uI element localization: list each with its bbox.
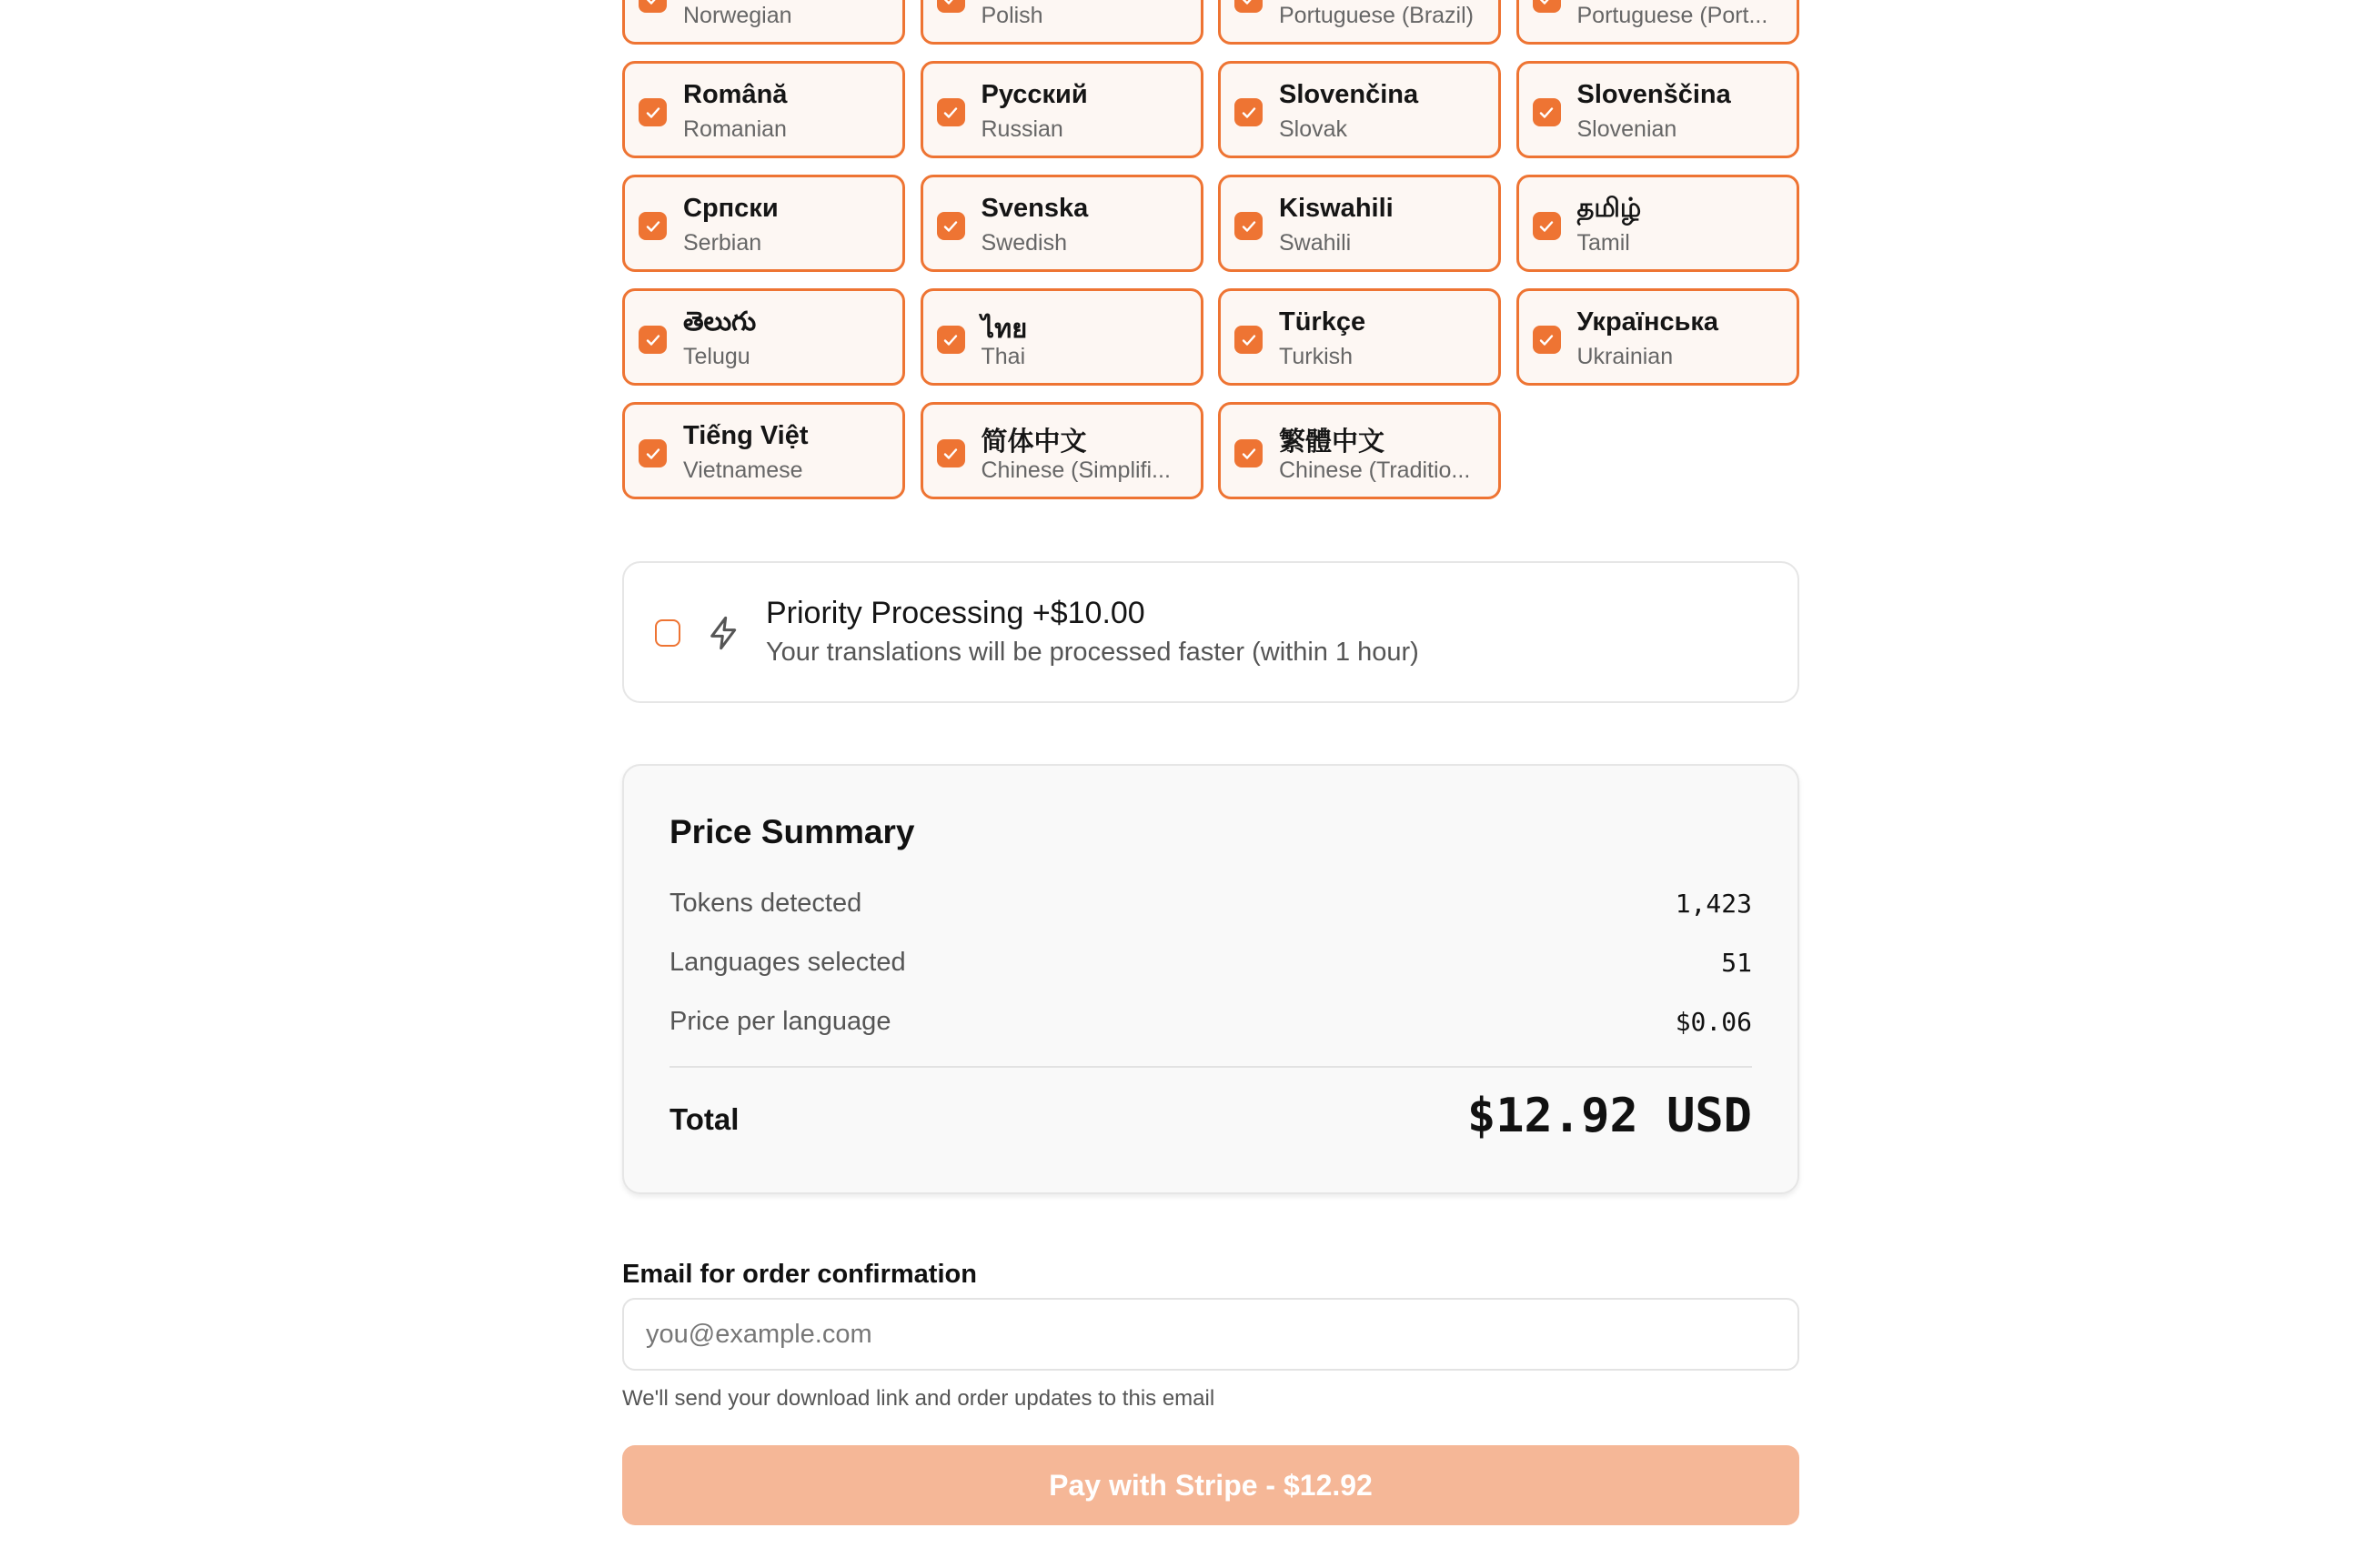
priority-title: Priority Processing +$10.00 <box>766 596 1145 630</box>
language-native-name: Slovenčina <box>1279 80 1419 109</box>
lightning-bolt-icon <box>706 614 742 652</box>
checkbox-checked-icon[interactable] <box>639 212 667 240</box>
row-label: Price per language <box>670 1007 891 1036</box>
language-english-name: Romanian <box>683 116 787 142</box>
summary-row-price-per-language <box>670 1007 1752 1043</box>
row-label: Tokens detected <box>670 889 862 918</box>
language-native-name: Kiswahili <box>1279 194 1394 223</box>
checkbox-checked-icon[interactable] <box>1234 212 1263 240</box>
checkbox-checked-icon[interactable] <box>1234 439 1263 467</box>
email-input[interactable] <box>622 1298 1799 1371</box>
language-english-name: Thai <box>981 344 1026 369</box>
language-option[interactable] <box>1218 61 1501 158</box>
email-label: Email for order confirmation <box>622 1260 977 1289</box>
checkbox-checked-icon[interactable] <box>1533 98 1561 126</box>
email-help-text: We'll send your download link and order updates to this email <box>622 1386 1215 1411</box>
language-native-name: Српски <box>683 194 779 223</box>
row-value: $0.06 <box>1675 1007 1752 1037</box>
language-english-name: Ukrainian <box>1576 344 1674 369</box>
checkbox-checked-icon[interactable] <box>937 326 965 354</box>
summary-row-tokens <box>670 889 1752 925</box>
language-option[interactable] <box>1516 175 1799 272</box>
language-native-name: తెలుగు <box>683 307 757 337</box>
language-option[interactable] <box>622 61 905 158</box>
language-native-name: ไทย <box>981 315 1028 344</box>
language-native-name: Slovenščina <box>1576 80 1731 109</box>
checkbox-checked-icon[interactable] <box>937 439 965 467</box>
total-value: $12.92 USD <box>1466 1089 1752 1143</box>
language-option[interactable] <box>1218 288 1501 386</box>
priority-checkbox[interactable] <box>655 619 680 647</box>
language-option[interactable] <box>622 0 905 45</box>
language-option[interactable] <box>1218 0 1501 45</box>
price-summary <box>622 764 1799 1194</box>
checkbox-checked-icon[interactable] <box>1234 98 1263 126</box>
language-native-name: Українська <box>1576 307 1719 337</box>
language-english-name: Russian <box>981 116 1063 142</box>
language-native-name: Română <box>683 80 788 109</box>
language-native-name: Русский <box>981 80 1088 109</box>
priority-processing-option[interactable] <box>622 561 1799 703</box>
pay-with-stripe-button[interactable]: Pay with Stripe - $12.92 <box>622 1445 1799 1525</box>
language-english-name: Swedish <box>981 230 1067 256</box>
language-english-name: Chinese (Traditio... <box>1279 457 1471 483</box>
language-option[interactable] <box>1218 402 1501 499</box>
total-label: Total <box>670 1102 740 1136</box>
language-native-name: தமிழ் <box>1576 194 1642 223</box>
language-english-name: Vietnamese <box>683 457 803 483</box>
language-english-name: Polish <box>981 3 1043 28</box>
language-english-name: Swahili <box>1279 230 1352 256</box>
language-native-name: Tiếng Việt <box>683 421 809 450</box>
language-english-name: Telugu <box>683 344 750 369</box>
price-summary-title: Price Summary <box>670 813 915 850</box>
checkbox-checked-icon[interactable] <box>1533 0 1561 13</box>
checkbox-checked-icon[interactable] <box>937 212 965 240</box>
checkbox-checked-icon[interactable] <box>1533 212 1561 240</box>
language-english-name: Serbian <box>683 230 762 256</box>
language-option[interactable] <box>921 175 1203 272</box>
language-english-name: Portuguese (Brazil) <box>1279 3 1474 28</box>
checkbox-checked-icon[interactable] <box>937 98 965 126</box>
language-option[interactable] <box>921 288 1203 386</box>
language-option[interactable] <box>921 0 1203 45</box>
language-grid <box>622 0 1799 499</box>
row-value: 51 <box>1721 948 1752 978</box>
language-option[interactable] <box>622 288 905 386</box>
language-option[interactable] <box>1516 0 1799 45</box>
divider <box>670 1066 1752 1068</box>
language-english-name: Norwegian <box>683 3 792 28</box>
language-english-name: Slovenian <box>1576 116 1677 142</box>
priority-description: Your translations will be processed faster (within 1 hour) <box>766 638 1419 667</box>
language-option[interactable] <box>921 402 1203 499</box>
checkbox-checked-icon[interactable] <box>937 0 965 13</box>
checkbox-checked-icon[interactable] <box>1234 0 1263 13</box>
language-option[interactable] <box>1218 175 1501 272</box>
language-native-name: 简体中文 <box>981 427 1087 457</box>
summary-row-languages <box>670 948 1752 984</box>
row-value: 1,423 <box>1675 889 1752 919</box>
language-english-name: Slovak <box>1279 116 1348 142</box>
checkbox-checked-icon[interactable] <box>639 98 667 126</box>
language-native-name: 繁體中文 <box>1279 427 1385 457</box>
checkbox-checked-icon[interactable] <box>1234 326 1263 354</box>
language-option[interactable] <box>921 61 1203 158</box>
language-english-name: Portuguese (Port... <box>1576 3 1768 28</box>
language-english-name: Chinese (Simplifi... <box>981 457 1171 483</box>
language-english-name: Tamil <box>1576 230 1630 256</box>
checkbox-checked-icon[interactable] <box>1533 326 1561 354</box>
language-native-name: Svenska <box>981 194 1089 223</box>
checkbox-checked-icon[interactable] <box>639 326 667 354</box>
checkbox-checked-icon[interactable] <box>639 0 667 13</box>
row-label: Languages selected <box>670 948 906 977</box>
language-native-name: Türkçe <box>1279 307 1366 337</box>
language-option[interactable] <box>1516 288 1799 386</box>
checkbox-checked-icon[interactable] <box>639 439 667 467</box>
language-english-name: Turkish <box>1279 344 1354 369</box>
language-option[interactable] <box>1516 61 1799 158</box>
language-option[interactable] <box>622 402 905 499</box>
language-option[interactable] <box>622 175 905 272</box>
